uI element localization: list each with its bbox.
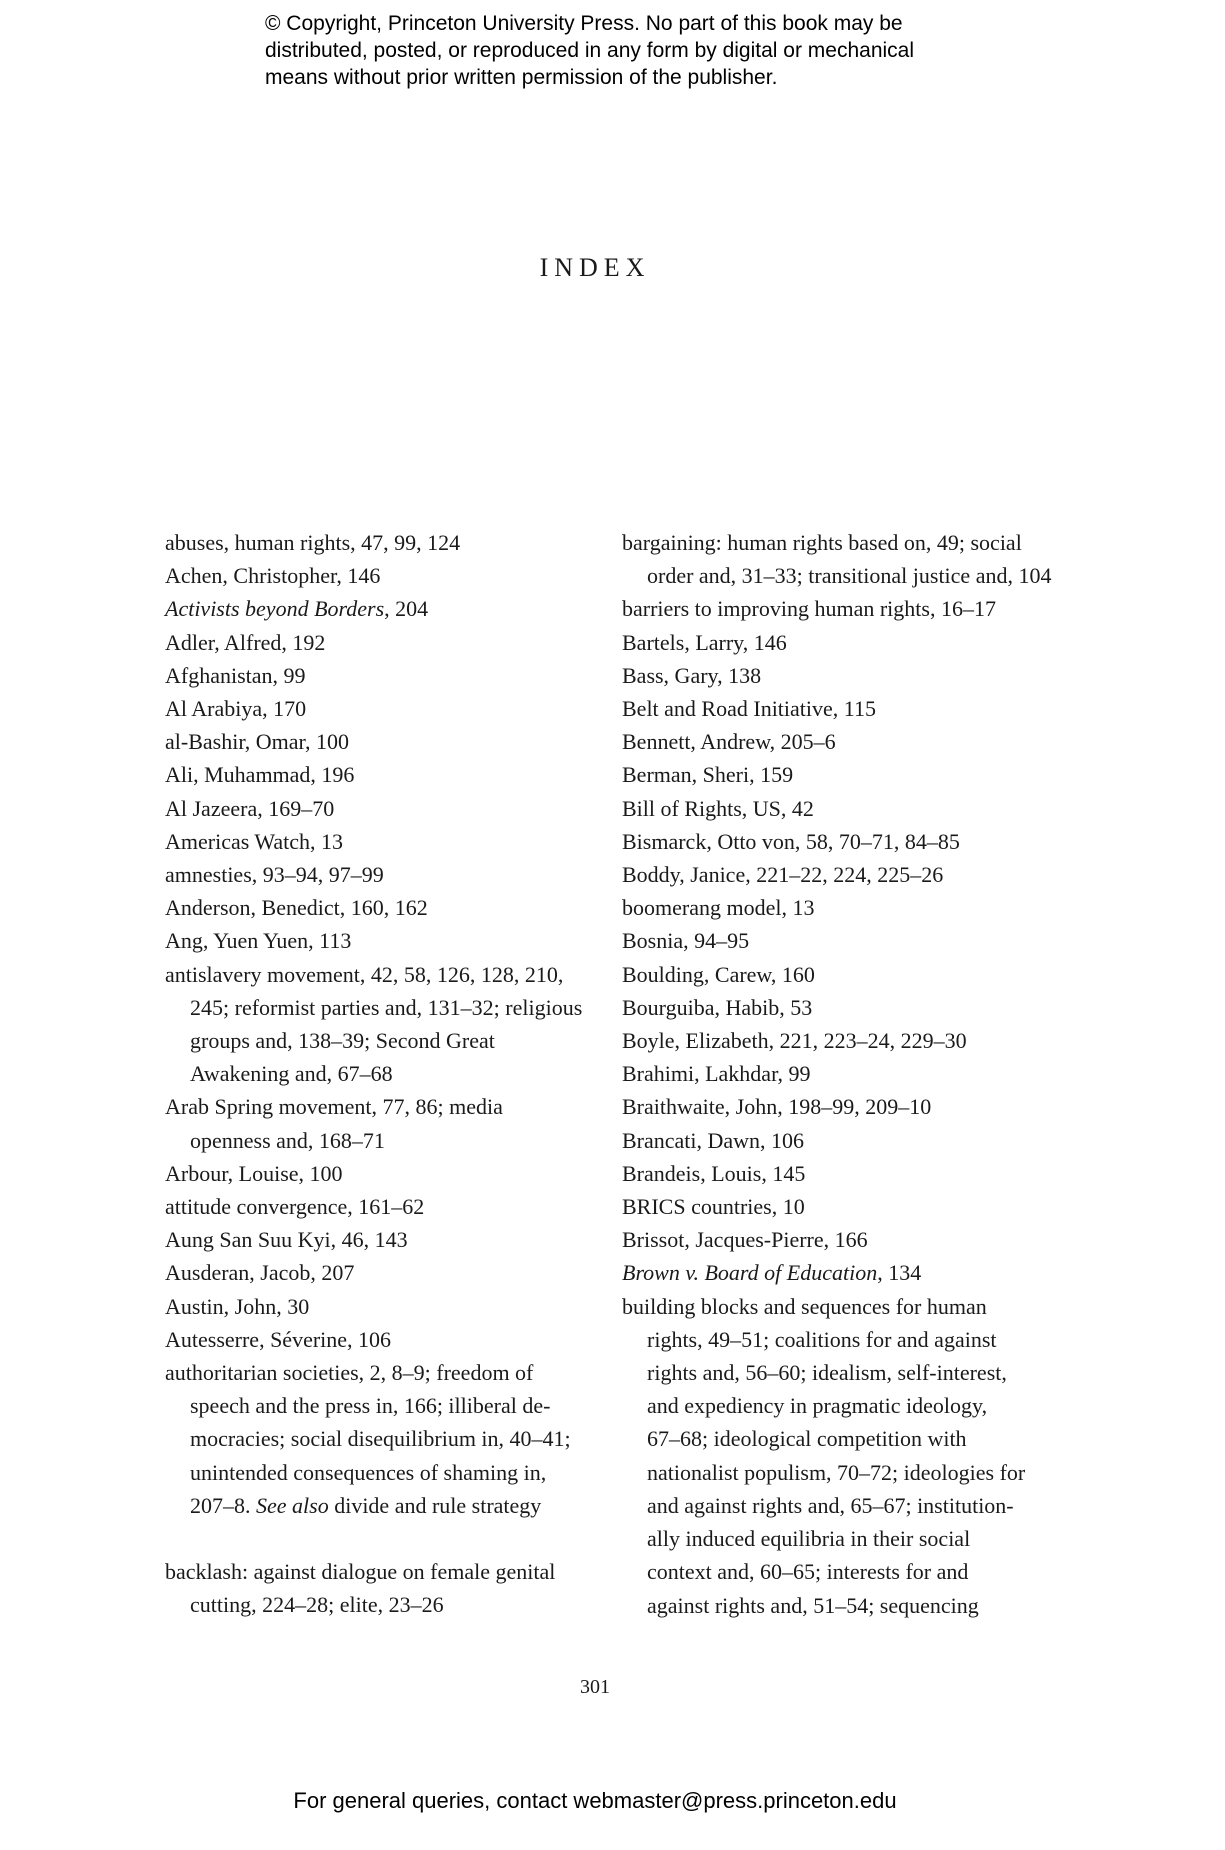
entry-continuation: nationalist populism, 70–72; ideologies for: [647, 1459, 1026, 1485]
index-entry: [622, 825, 1047, 858]
index-entry: [622, 526, 1052, 592]
entry-text: Brancati, Dawn, 106: [622, 1127, 805, 1153]
entry-text: Boddy, Janice, 221–22, 224, 225–26: [622, 862, 944, 888]
index-entry: [165, 692, 595, 725]
entry-title-italic: Activists beyond Borders: [165, 596, 385, 622]
see-also-label: See also: [256, 1492, 329, 1518]
index-entry: [622, 659, 1047, 692]
index-entry: [622, 1190, 1047, 1223]
index-entry: [165, 1323, 595, 1356]
entry-text: Arbour, Louise, 100: [165, 1160, 343, 1186]
entry-continuation: order and, 31–33; transitional justice and, 104: [647, 563, 1052, 589]
entry-continuation: rights, 49–51; coalitions for and against: [647, 1326, 997, 1352]
entry-text: building blocks and sequences for human: [622, 1293, 987, 1319]
entry-text: Berman, Sheri, 159: [622, 762, 794, 788]
copyright-line: means without prior written permission of the publisher.: [265, 66, 778, 89]
index-entry: [622, 991, 1047, 1024]
entry-continuation: context and, 60–65; interests for and: [647, 1559, 969, 1585]
entry-continuation: [165, 1489, 595, 1522]
entry-text: Austin, John, 30: [165, 1293, 310, 1319]
entry-text: Brandeis, Louis, 145: [622, 1160, 806, 1186]
entry-text: Achen, Christopher, 146: [165, 563, 381, 589]
index-entry: [165, 1555, 595, 1621]
copyright-line: distributed, posted, or reproduced in any form by digital or mechanical: [265, 39, 915, 62]
entry-text: Al Jazeera, 169–70: [165, 795, 335, 821]
page-number: 301: [580, 1676, 610, 1698]
entry-continuation: 67–68; ideological competition with: [647, 1426, 967, 1452]
index-entry: [622, 725, 1047, 758]
index-entry: [165, 526, 595, 559]
entry-text: al-Bashir, Omar, 100: [165, 729, 349, 755]
entry-text: Brahimi, Lakhdar, 99: [622, 1061, 811, 1087]
index-entry: [622, 1256, 1047, 1289]
entry-text: [165, 592, 595, 625]
entry-continuation: openness and, 168–71: [190, 1127, 385, 1153]
entry-text: Brissot, Jacques-Pierre, 166: [622, 1227, 868, 1253]
entry-text: backlash: against dialogue on female genital: [165, 1559, 556, 1585]
index-entry: [622, 1090, 1047, 1123]
index-entry: [165, 924, 595, 957]
entry-text: amnesties, 93–94, 97–99: [165, 862, 384, 888]
entry-continuation: speech and the press in, 166; illiberal de-: [190, 1393, 551, 1419]
index-entry: [622, 1290, 1047, 1622]
index-entry: [165, 626, 595, 659]
entry-text: Bosnia, 94–95: [622, 928, 750, 954]
index-entry: [165, 758, 595, 791]
index-entry: [622, 1223, 1047, 1256]
index-entry: [622, 1157, 1047, 1190]
entry-text: Boulding, Carew, 160: [622, 961, 815, 987]
index-entry: [165, 1256, 595, 1289]
entry-text: Anderson, Benedict, 160, 162: [165, 895, 428, 921]
copyright-notice: [265, 10, 1025, 91]
entry-text: Bourguiba, Habib, 53: [622, 994, 813, 1020]
index-entry: [165, 725, 595, 758]
entry-text: Aung San Suu Kyi, 46, 143: [165, 1227, 408, 1253]
copyright-line: © Copyright, Princeton University Press. No part of this book may be: [265, 12, 903, 35]
index-entry: [622, 792, 1047, 825]
index-entry: [622, 924, 1047, 957]
entry-continuation: 245; reformist parties and, 131–32; religious: [190, 994, 583, 1020]
index-entry: [622, 958, 1047, 991]
entry-text: Adler, Alfred, 192: [165, 629, 326, 655]
entry-text: Bill of Rights, US, 42: [622, 795, 814, 821]
index-entry: [165, 659, 595, 692]
index-entry: [165, 891, 595, 924]
entry-text: boomerang model, 13: [622, 895, 815, 921]
index-entry: [622, 758, 1047, 791]
entry-text: Bass, Gary, 138: [622, 662, 762, 688]
see-also-target: divide and rule strategy: [328, 1492, 542, 1518]
entry-text: Braithwaite, John, 198–99, 209–10: [622, 1094, 932, 1120]
index-entry: [165, 858, 595, 891]
entry-continuation: against rights and, 51–54; sequencing: [647, 1592, 979, 1618]
index-entry: [165, 1090, 595, 1156]
entry-text: Boyle, Elizabeth, 221, 223–24, 229–30: [622, 1028, 967, 1054]
entry-text: Ausderan, Jacob, 207: [165, 1260, 355, 1286]
entry-continuation: groups and, 138–39; Second Great: [190, 1028, 495, 1054]
entry-text: Al Arabiya, 170: [165, 696, 307, 722]
entry-text: Ang, Yuen Yuen, 113: [165, 928, 352, 954]
entry-continuation: cutting, 224–28; elite, 23–26: [190, 1592, 444, 1618]
index-entry: [165, 592, 595, 625]
index-entry: [622, 1057, 1047, 1090]
entry-text: antislavery movement, 42, 58, 126, 128, 210,: [165, 961, 564, 987]
index-column-left: [165, 526, 595, 1622]
index-entry: [622, 626, 1047, 659]
footer-contact: For general queries, contact webmaster@press.princeton.edu: [293, 1788, 897, 1813]
index-entry: [165, 792, 595, 825]
entry-text: Afghanistan, 99: [165, 662, 306, 688]
page-title: INDEX: [539, 253, 651, 282]
index-entry: [622, 858, 1047, 891]
index-entry: [622, 1124, 1047, 1157]
entry-pages: 207–8.: [190, 1492, 256, 1518]
index-entry: [622, 592, 1047, 625]
entry-continuation: rights and, 56–60; idealism, self-interest,: [647, 1360, 1007, 1386]
index-column-right: [622, 526, 1052, 1622]
index-entry: [622, 891, 1047, 924]
entry-text: barriers to improving human rights, 16–17: [622, 596, 996, 622]
entry-text: Belt and Road Initiative, 115: [622, 696, 876, 722]
entry-continuation: Awakening and, 67–68: [190, 1061, 393, 1087]
index-entry: [165, 958, 595, 1091]
index-entry: [165, 1290, 595, 1323]
entry-text: authoritarian societies, 2, 8–9; freedom of: [165, 1360, 534, 1386]
index-entry: [165, 1356, 595, 1522]
index-entry: [165, 1157, 595, 1190]
entry-text: attitude convergence, 161–62: [165, 1194, 425, 1220]
index-entry: [165, 1223, 595, 1256]
entry-title-italic: Brown v. Board of Education: [622, 1260, 878, 1286]
entry-text: Bismarck, Otto von, 58, 70–71, 84–85: [622, 828, 960, 854]
entry-text: BRICS countries, 10: [622, 1194, 805, 1220]
entry-text: bargaining: human rights based on, 49; social: [622, 530, 1022, 555]
entry-pages: , 204: [384, 596, 429, 622]
entry-text: Arab Spring movement, 77, 86; media: [165, 1094, 503, 1120]
entry-text: Americas Watch, 13: [165, 828, 344, 854]
entry-continuation: mocracies; social disequilibrium in, 40–41;: [190, 1426, 571, 1452]
entry-pages: , 134: [877, 1260, 922, 1286]
entry-continuation: ally induced equilibria in their social: [647, 1526, 971, 1552]
entry-text: abuses, human rights, 47, 99, 124: [165, 530, 461, 555]
entry-text: Ali, Muhammad, 196: [165, 762, 355, 788]
index-entry: [165, 559, 595, 592]
entry-text: Bartels, Larry, 146: [622, 629, 787, 655]
letter-group-spacer: [165, 1522, 595, 1555]
entry-continuation: and against rights and, 65–67; institution-: [647, 1492, 1014, 1518]
entry-continuation: and expediency in pragmatic ideology,: [647, 1393, 988, 1419]
index-entry: [165, 825, 595, 858]
index-entry: [622, 1024, 1047, 1057]
entry-text: Bennett, Andrew, 205–6: [622, 729, 836, 755]
entry-text: Autesserre, Séverine, 106: [165, 1326, 392, 1352]
index-entry: [622, 692, 1047, 725]
entry-text: [622, 1256, 1047, 1289]
index-entry: [165, 1190, 595, 1223]
entry-continuation: unintended consequences of shaming in,: [190, 1459, 547, 1485]
